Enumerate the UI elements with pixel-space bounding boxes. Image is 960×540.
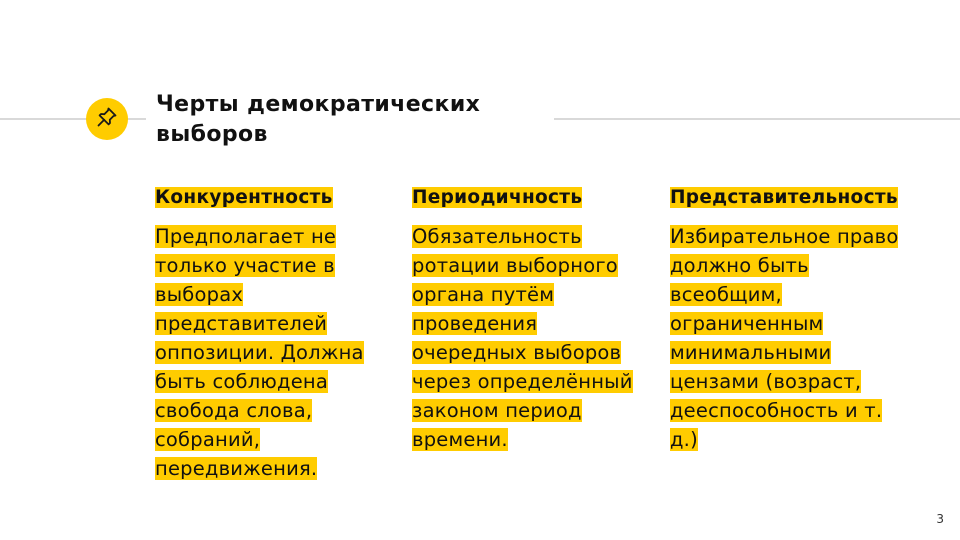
column-body [155, 222, 387, 483]
column-competitiveness [155, 184, 387, 483]
column-heading-text: Периодичность [412, 187, 583, 208]
pin-badge [86, 98, 128, 140]
column-body-text: Предполагает не только участие в выборах представителей оппозиции. Должна быть соблюдена свобода слова, собраний, передвижения. [155, 225, 364, 480]
page-number: 3 [936, 512, 944, 526]
column-heading [412, 184, 644, 212]
column-body [670, 222, 902, 454]
column-heading-text: Конкурентность [155, 187, 333, 208]
column-body-text: Избирательное право должно быть всеобщим, ограниченным минимальными цензами (возраст, дееспособность и т. д.) [670, 225, 899, 451]
pin-icon [95, 105, 119, 133]
column-body [412, 222, 644, 454]
column-representativeness [670, 184, 902, 454]
column-periodicity [412, 184, 644, 454]
column-heading [155, 184, 387, 212]
column-heading [670, 184, 902, 212]
column-heading-text: Представительность [670, 187, 898, 208]
column-body-text: Обязательность ротации выборного органа путём проведения очередных выборов через определённый законом период времени. [412, 225, 633, 451]
slide-title: Черты демократических выборов [156, 92, 481, 147]
